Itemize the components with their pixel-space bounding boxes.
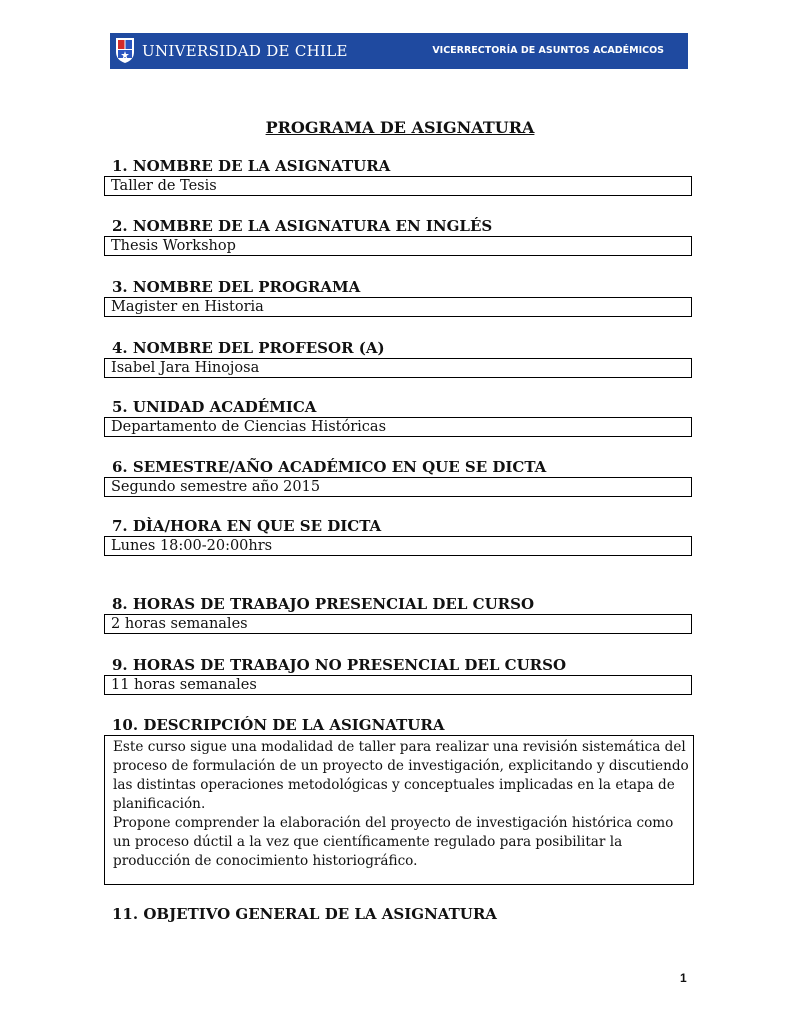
description-paragraph-1: Este curso sigue una modalidad de taller para realizar una revisión sistemática del proceso de formulación de un proyecto de investigación, explicitando y discutiendo las distintas operaciones metodológicas y conceptuales implicadas en la etapa de planificación.: [113, 739, 689, 812]
description-paragraph-2: Propone comprender la elaboración del proyecto de investigación histórica como un proceso dúctil a la vez que científicamente regulado para posibilitar la producción de conocimiento historiográfico.: [113, 815, 674, 869]
description-box: [104, 735, 694, 885]
page-number: 1: [680, 971, 687, 985]
section-heading-9: 9. HORAS DE TRABAJO NO PRESENCIAL DEL CURSO: [112, 656, 567, 674]
section-value-4: Isabel Jara Hinojosa: [104, 358, 692, 378]
section-heading-3: 3. NOMBRE DEL PROGRAMA: [112, 278, 361, 296]
section-heading-7: 7. DÌA/HORA EN QUE SE DICTA: [112, 517, 382, 535]
section-value-6: Segundo semestre año 2015: [104, 477, 692, 497]
section-heading-1: 1. NOMBRE DE LA ASIGNATURA: [112, 157, 391, 175]
section-value-9: 11 horas semanales: [104, 675, 692, 695]
description-heading: 10. DESCRIPCIÓN DE LA ASIGNATURA: [112, 716, 445, 734]
section-heading-6: 6. SEMESTRE/AÑO ACADÉMICO EN QUE SE DICTA: [112, 458, 547, 476]
objective-heading: 11. OBJETIVO GENERAL DE LA ASIGNATURA: [112, 905, 497, 923]
section-value-7: Lunes 18:00-20:00hrs: [104, 536, 692, 556]
section-value-1: Taller de Tesis: [104, 176, 692, 196]
section-value-2: Thesis Workshop: [104, 236, 692, 256]
university-crest-icon: [115, 37, 135, 64]
page-title: PROGRAMA DE ASIGNATURA: [265, 118, 535, 137]
section-heading-2: 2. NOMBRE DE LA ASIGNATURA EN INGLÉS: [112, 217, 493, 235]
section-value-5: Departamento de Ciencias Históricas: [104, 417, 692, 437]
section-heading-4: 4. NOMBRE DEL PROFESOR (A): [112, 339, 385, 357]
university-name: UNIVERSIDAD DE CHILE: [142, 42, 348, 60]
section-value-3: Magister en Historia: [104, 297, 692, 317]
section-value-8: 2 horas semanales: [104, 614, 692, 634]
header-banner: [110, 33, 688, 69]
section-heading-5: 5. UNIDAD ACADÉMICA: [112, 398, 317, 416]
section-heading-8: 8. HORAS DE TRABAJO PRESENCIAL DEL CURSO: [112, 595, 535, 613]
vicerrectoria-label: VICERRECTORÍA DE ASUNTOS ACADÉMICOS: [432, 45, 664, 56]
